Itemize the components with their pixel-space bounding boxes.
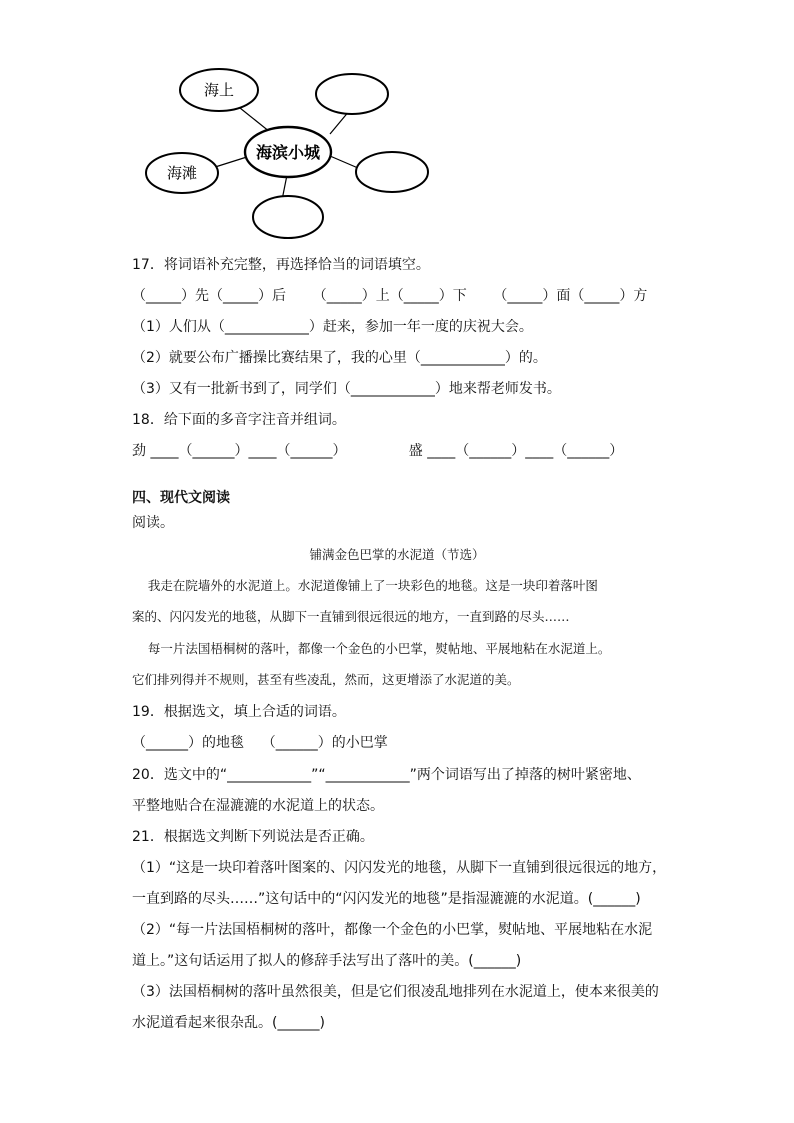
passage-line-4: 它们排列得并不规则，甚至有些凌乱，然而，这更增添了水泥道的美。 [132, 672, 520, 687]
q21-item-1-line-1: （1）“这是一块印着落叶图案的、闪闪发光的地毯，从脚下一直铺到很远很远的地方， [132, 860, 667, 876]
q21-item-2-line-2: 道上。”这句话运用了拟人的修辞手法写出了落叶的美。(______) [132, 953, 522, 969]
node-ellipse-blank-1 [316, 74, 388, 114]
q20-line-2: 平整地贴合在湿漉漉的水泥道上的状态。 [132, 798, 384, 814]
passage-line-2: 案的、闪闪发光的地毯，从脚下一直铺到很远很远的地方，一直到路的尽头…… [132, 609, 570, 624]
node-ellipse-blank-2 [356, 152, 428, 192]
connector-line [330, 156, 358, 168]
center-label: 海滨小城 [255, 143, 321, 162]
q21-item-2-line-1: （2）“每一片法国梧桐树的落叶，都像一个金色的小巴掌，熨帖地、平展地粘在水泥 [132, 922, 653, 938]
q19-prompt: 19．根据选文，填上合适的词语。 [132, 704, 346, 720]
passage-title: 铺满金色巴掌的水泥道（节选） [309, 547, 485, 562]
q20-line-1: 20．选文中的“____________”“____________”两个词语写出了掉落的树叶紧密地、 [132, 767, 641, 783]
node-ellipse-blank-3 [253, 196, 323, 238]
connector-line [212, 156, 250, 168]
q21-item-3-line-1: （3）法国梧桐树的落叶虽然很美，但是它们很凌乱地排列在水泥道上，使本来很美的 [132, 984, 659, 1000]
section-title: 四、现代文阅读 [132, 490, 230, 506]
q21-item-1-line-2: 一直到路的尽头……”这句话中的“闪闪发光的地毯”是指湿漉漉的水泥道。(______) [132, 891, 641, 907]
q17-sentence-1: （1）人们从（____________）赶来，参加一年一度的庆祝大会。 [132, 319, 533, 335]
q21-item-3-line-2: 水泥道看起来很杂乱。(______) [132, 1015, 325, 1031]
q17-prompt: 17．将词语补充完整，再选择恰当的词语填空。 [132, 257, 430, 273]
q18-line: 劲 ____（______）____（______） 盛 ____（______）____（______） [132, 443, 624, 459]
q19-line: （______）的地毯 （______）的小巴掌 [132, 735, 388, 751]
passage-line-1: 我走在院墙外的水泥道上。水泥道像铺上了一块彩色的地毯。这是一块印着落叶图 [132, 578, 598, 593]
q17-sentence-2: （2）就要公布广播操比赛结果了，我的心里（____________）的。 [132, 350, 547, 366]
mind-map-diagram [130, 60, 450, 250]
node-label-beach: 海滩 [166, 164, 198, 182]
passage-line-3: 每一片法国梧桐树的落叶，都像一个金色的小巴掌，熨帖地、平展地粘在水泥道上。 [132, 641, 611, 656]
q21-prompt: 21．根据选文判断下列说法是否正确。 [132, 829, 374, 845]
q17-words: （_____）先（_____）后 （_____）上（_____）下 （_____）面（_____）方 [132, 288, 648, 304]
reading-instruction: 阅读。 [132, 515, 174, 531]
q17-sentence-3: （3）又有一批新书到了，同学们（____________）地来帮老师发书。 [132, 381, 561, 397]
q18-prompt: 18．给下面的多音字注音并组词。 [132, 412, 346, 428]
node-label-sea: 海上 [203, 81, 235, 99]
